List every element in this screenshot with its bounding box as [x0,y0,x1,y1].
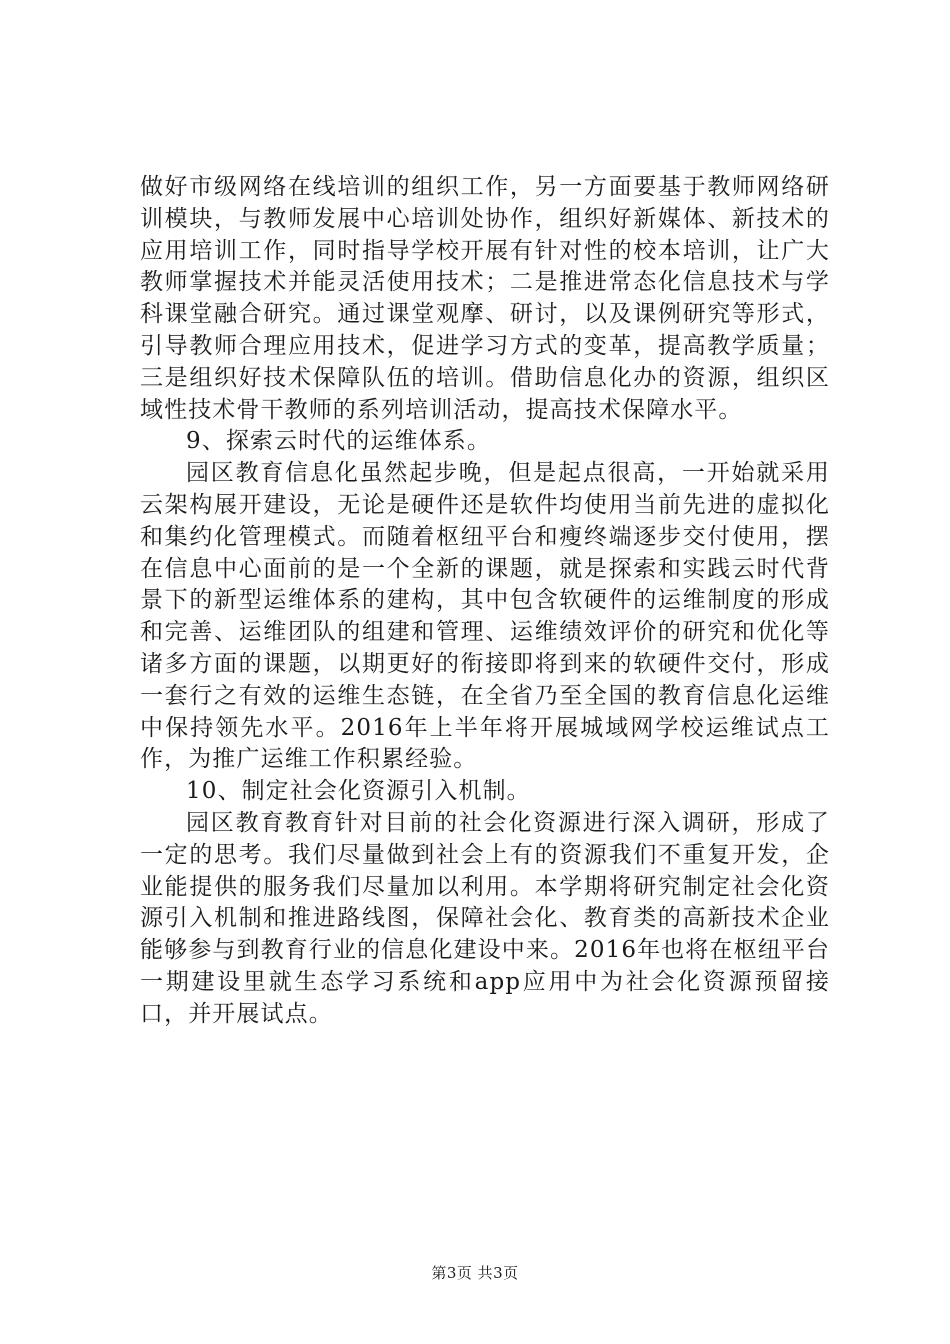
paragraph-ops-system: 园区教育信息化虽然起步晚，但是起点很高，一开始就采用云架构展开建设，无论是硬件还是软件均使用当前先进的虚拟化和集约化管理模式。而随着枢纽平台和瘦终端逐步交付使用，摆在信息中心面前的是一个全新的课题，就是探索和实践云时代背景下的新型运维体系的建构，其中包含软硬件的运维制度的形成和完善、运维团队的组建和管理、运维绩效评价的研究和优化等诸多方面的课题，以期更好的衔接即将到来的软硬件交付，形成一套行之有效的运维生态链，在全省乃至全国的教育信息化运维中保持领先水平。2016年上半年将开展城域网学校运维试点工作，为推广运维工作积累经验。 [140,460,830,773]
paragraph-social-resources: 园区教育教育针对目前的社会化资源进行深入调研，形成了一定的思考。我们尽量做到社会上有的资源我们不重复开发，企业能提供的服务我们尽量加以利用。本学期将研究制定社会化资源引入机制和推进路线图，保障社会化、教育类的高新技术企业能够参与到教育行业的信息化建设中来。2016年也将在枢纽平台一期建设里就生态学习系统和app应用中为社会化资源预留接口，并开展试点。 [140,809,830,1027]
paragraph-continuation: 做好市级网络在线培训的组织工作，另一方面要基于教师网络研训模块，与教师发展中心培训处协作，组织好新媒体、新技术的应用培训工作，同时指导学校开展有针对性的校本培训，让广大教师掌握技术并能灵活使用技术；二是推进常态化信息技术与学科课堂融合研究。通过课堂观摩、研讨，以及课例研究等形式，引导教师合理应用技术，促进学习方式的变革，提高教学质量；三是组织好技术保障队伍的培训。借助信息化办的资源，组织区域性技术骨干教师的系列培训活动，提高技术保障水平。 [140,174,830,423]
section-heading-9: 9、探索云时代的运维体系。 [186,428,491,455]
page-footer [0,1262,950,1283]
page-number-label: 第3页 共3页 [431,1264,519,1282]
document-body [140,172,830,1031]
section-heading-10: 10、制定社会化资源引入机制。 [186,778,531,805]
